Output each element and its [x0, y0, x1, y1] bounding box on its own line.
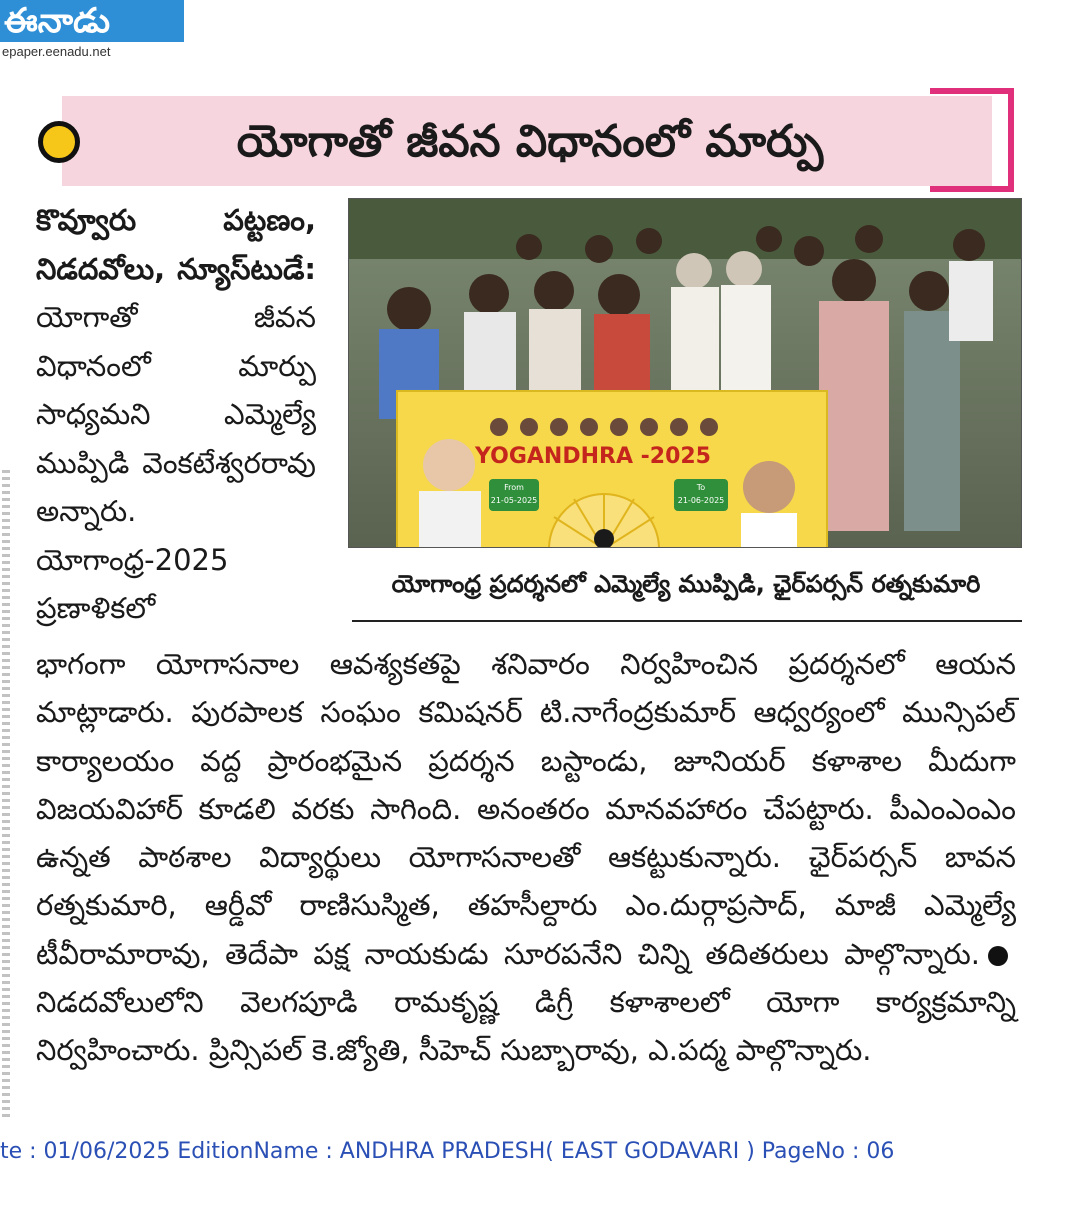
banner-to-label: To [696, 483, 706, 492]
article-body [36, 640, 1016, 1075]
epaper-url: epaper.eenadu.net [2, 44, 111, 59]
bullet-icon [38, 121, 80, 163]
eenadu-logo: ఈనాడు [0, 0, 184, 42]
bullet-dot-icon [988, 946, 1008, 966]
edition-footer: te : 01/06/2025 EditionName : ANDHRA PRADESH( EAST GODAVARI ) PageNo : 06 [0, 1139, 895, 1164]
headline-bracket [930, 88, 1014, 192]
banner-to-date: 21-06-2025 [677, 496, 725, 505]
banner-title: YOGANDHRA -2025 [474, 444, 712, 469]
yogandhra-banner [397, 391, 827, 548]
photo-caption: యోగాంధ్ర ప్రదర్శనలో ఎమ్మెల్యే ముప్పిడి, ఛైర్‌పర్సన్ రత్నకుమారి [391, 570, 981, 598]
lead-paragraph [36, 196, 316, 633]
rally-photo-illustration [349, 199, 1022, 548]
body-paragraph-1: భాగంగా యోగాసనాల ఆవశ్యకతపై శనివారం నిర్వహించిన ప్రదర్శనలో ఆయన మాట్లాడారు. పురపాలక సంఘం కమిషనర్ టి.నాగేంద్రకుమార్ ఆధ్వర్యంలో మున్సిపల్ కార్యాలయం వద్ద ప్రారంభమైన ప్రదర్శన బస్టాండు, జూనియర్ కళాశాల మీదుగా విజయవిహార్ కూడలి వరకు సాగింది. అనంతరం మానవహారం చేపట్టారు. పీఎంఎంఎం ఉన్నత పాఠశాల విద్యార్థులు యోగాసనాలతో ఆకట్టుకున్నారు. ఛైర్‌పర్సన్ బావన రత్నకుమారి, ఆర్డీవో రాణిసుస్మిత, తహసీల్దారు ఎం.దుర్గాప్రసాద్, మాజీ ఎమ్మెల్యే టీవీరామారావు, తెదేపా పక్ష నాయకుడు సూరపనేని చిన్ని తదితరులు పాల్గొన్నారు. [36, 647, 1016, 971]
lead-text: యోగాతో జీవన విధానంలో మార్పు సాధ్యమని ఎమ్మెల్యే ముప్పిడి వెంకటేశ్వరరావు అన్నారు. యోగాంధ్ర-2025 ప్రణాళికలో [36, 300, 316, 625]
banner-from-date: 21-05-2025 [490, 496, 538, 505]
dateline: కొవ్వూరు పట్టణం, నిడదవోలు, న్యూస్‌టుడే: [36, 203, 316, 286]
news-photo [348, 198, 1022, 548]
caption-divider [352, 620, 1022, 622]
banner-from-label: From [504, 483, 524, 492]
body-paragraph-2: నిడదవోలులోని వెలగపూడి రామకృష్ణ డిగ్రీ కళాశాలలో యోగా కార్యక్రమాన్ని నిర్వహించారు. ప్రిన్సిపల్ కె.జ్యోతి, సీహెచ్ సుబ్బారావు, ఎ.పద్మ పాల్గొన్నారు. [36, 985, 1016, 1068]
scan-edge [2, 470, 10, 1120]
article-headline: యోగాతో జీవన విధానంలో మార్పు [236, 116, 824, 167]
